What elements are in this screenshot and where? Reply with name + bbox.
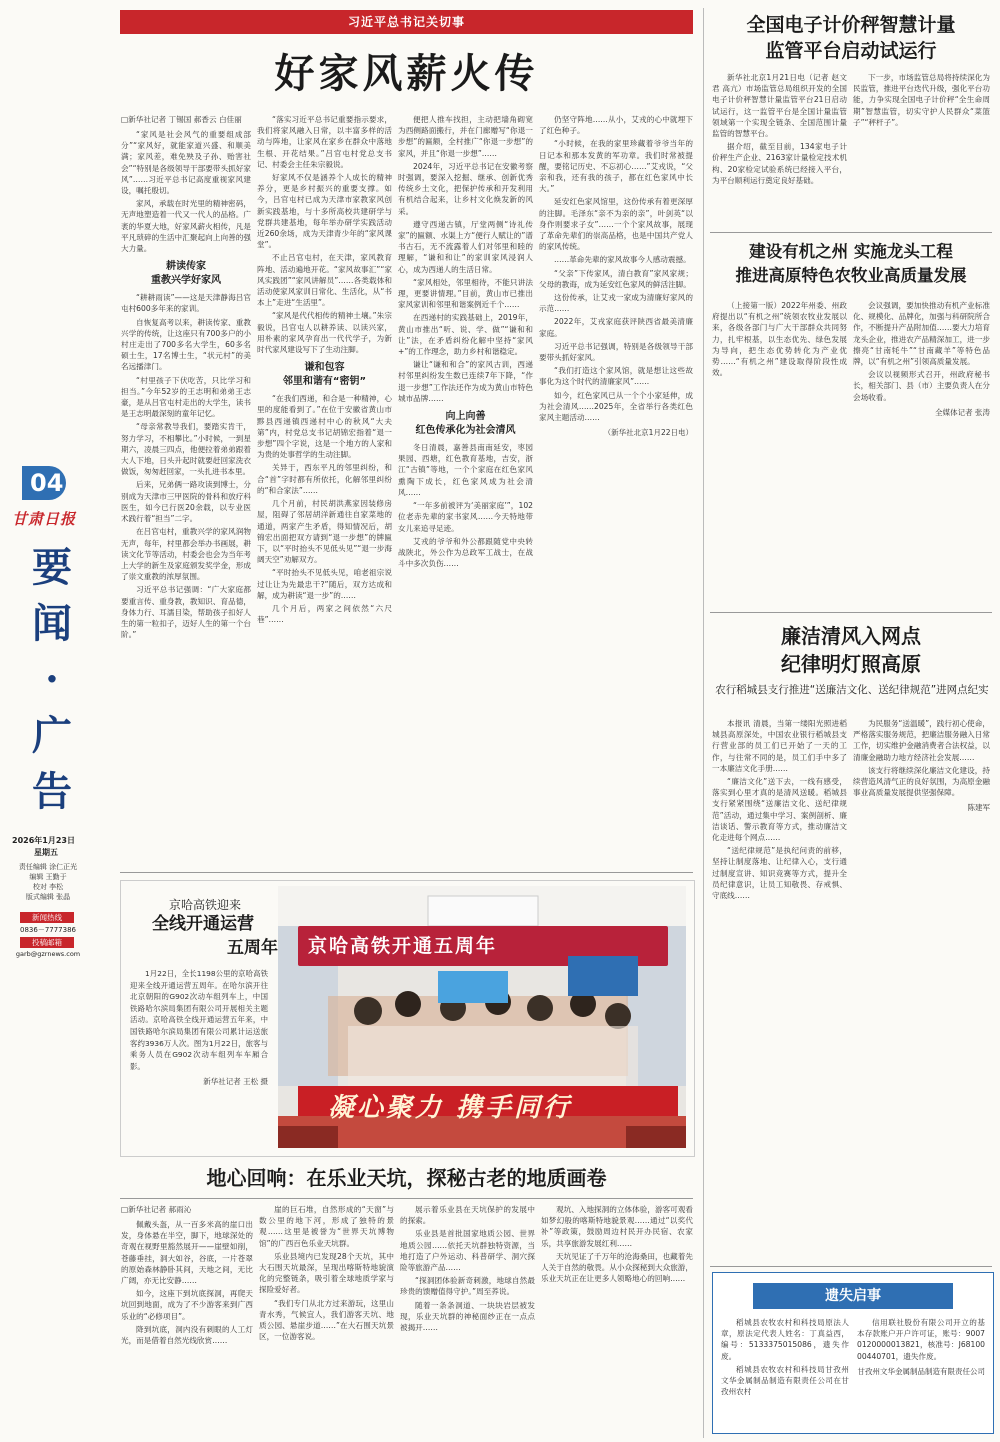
divider	[710, 232, 992, 233]
paragraph: 自恢复高考以来，耕读传家、重教兴学的传统，让这座只有700多户的小村庄走出了700多名大学生，60多名硕士生，17名博士生，“状元村”的美名远播津门。	[121, 317, 251, 372]
paragraph: 习近平总书记强调：“广大家庭都要重言传、重身教，教知识、育品德，身体力行、耳濡目染，帮助孩子扣好人生的第一粒扣子，迈好人生的第一个台阶。”	[121, 585, 251, 640]
article3-credit: 全媒体记者 张涛	[935, 407, 990, 417]
paragraph: 关异于，西东平凡的邻里纠纷，和合“首”字时都有所依托，化解邻里纠纷的“和合家法”……	[257, 463, 392, 495]
paragraph: “家风是社会风气的重要组成部分”“家风好，就能家道兴盛、和顺美满；家风差，难免殃及子孙、贻害社会”“特别是各级领导干部要带头抓好家风”……习近平总书记高度重视家风建设，嘱托殷切。	[121, 130, 251, 196]
article6-col3	[400, 1204, 535, 1436]
divider	[120, 872, 693, 873]
paragraph: “送纪律规范”是执纪问责的前移，坚持让制度落地、让纪律入心，支行通过制度宣讲、知识竞赛等方式，提升全员纪律意识，让员工知敬畏、存戒惧、守底线……	[712, 846, 847, 901]
paragraph: “廉洁文化”送下去，一线有感受，落实到心里才真的是清风送暖。稻城县支行紧紧围绕“送廉洁文化、送纪律规范”活动，通过集中学习、案例剖析、廉洁谈话、警示教育等方式，推动廉洁文化走进每个网点……	[712, 777, 847, 843]
editor-line: 编辑 王勤于	[29, 873, 67, 881]
notice-text: 稻城县农牧农村和科技局原法人章，原法定代表人姓名：丁真益西，编号：5133375015086，遗失作废。	[721, 1318, 849, 1361]
paragraph: 便把人推车找担，主动把墙角砌宽为西侧路面搬行，并在门廊赠写“你退一步想”的匾额，全村推广“你退一步想”的家风，并且“你退一步想”……	[398, 115, 533, 158]
paragraph: “落实习近平总书记重要指示要求，我们将家风融入日常，以丰富多样的活动与阵地，让家风在家乡在群众中落地生根、开花结果。”吕官屯村党总支书记、村委会主任朱宗毅说。	[257, 115, 392, 169]
paragraph: 家风，承载在时光里的精神密码，无声地塑造着一代又一代人的品格。广袤的华夏大地，好家风薪火相传，凡是平凡琐碎的生活中汇聚起向上向善的强大力量。	[121, 199, 251, 254]
paragraph: 遵守西递古镇，厅堂两侧“诗礼传家”的匾额、水渠上方“便行人赋让的”谱书古石，无不流露着人们对邻里和睦的理解，“谦和和让”的家训家风浸润人心，成为西递人的生活日常。	[398, 219, 533, 274]
paragraph: 2024年，习近平总书记在安徽考察时强调，要深入挖掘、继承、创新优秀传统乡土文化，把保护传承和开发利用有机结合起来，让乡村文化焕发新的风采。	[398, 161, 533, 216]
section-title	[22, 540, 82, 820]
email-label: 投稿邮箱	[20, 937, 74, 948]
train-photo	[278, 886, 686, 1148]
paragraph: 艾戎的爷爷和外公都跟随党中央转战陕北，外公作为总政军工战士，在战斗中多次负伤……	[398, 536, 533, 569]
article1-byline: □新华社记者 丁锡国 郝香云 白佳丽	[121, 115, 242, 124]
notice-text: 信用联社股份有限公司开立的基本存款账户开户许可证，账号：90070120000013821，核准号：J6810000440701，遗失作废。	[857, 1318, 985, 1361]
paragraph: “在我们西递，和合是一种精神，心里的度能看到了。”在位于安徽省黄山市黟县西递镇西递村中心的秋风“大夫第”内，村党总支书记胡锦宏指着“退一步想”四个字说，这是一个地方的人家和为贵的处事哲学的生动注脚。	[257, 394, 392, 460]
sidebar	[0, 0, 92, 1442]
notice-col1	[721, 1317, 849, 1427]
editor-credits	[12, 862, 84, 902]
paragraph: “小时候，在我的家里珍藏着爷爷当年的日记本和那本发黄的军功章。我们时常被提醒，要铭记历史、不忘初心……”艾戎说，“父亲和我，还有我的孩子，都在红色家风中长大。”	[539, 139, 693, 194]
divider	[120, 1198, 693, 1199]
paragraph: 在吕官屯村，重教兴学的家风润物无声，每年，村里都会举办书画展，耕读文化节等活动，村委会也会为当年考上大学的新生及家庭颁发奖学金，形成了崇文重教的浓厚氛围。	[121, 527, 251, 582]
paragraph: 展示着乐业县在天坑保护的发展中的探索。	[400, 1205, 535, 1226]
notice-col2	[857, 1317, 985, 1427]
subheading-line: 谦和包容	[304, 362, 345, 374]
paragraph: 习近平总书记强调，特别是各级领导干部要带头抓好家风。	[539, 341, 693, 363]
article4-subtitle: 农行稻城县支行推进“送廉洁文化、送纪律规范”进网点纪实	[715, 684, 989, 696]
subheading	[398, 410, 533, 438]
headline-line: 推进高原特色农牧业高质量发展	[735, 266, 967, 285]
paragraph: 新华社北京1月21日电（记者 赵文君 高亢）市场监管总局组织开发的全国电子计价秤智慧计量监管平台21日启动试运行，这一监管平台是全国计量监管领域第一个实现全链条、全国范围计量监管的智慧平台。	[712, 73, 847, 139]
article4-body-left	[712, 718, 847, 1258]
paragraph: “一年多前被评为‘美丽家庭’”，102位老赤先辈的家书家风……今天特地带女儿来追寻足迹。	[398, 501, 533, 533]
paragraph: （上接第一版）2022年州委、州政府提出以“有机之州”统领农牧业发展以来，各级各部门与广大干部群众共同努力，扎牢根基，以生态优先、绿色发展为导向，把生态优势转化为产业优势……“有机之州”建设取得阶段性成效。	[712, 301, 847, 378]
paragraph: “家风相处，邻里相待，不能只讲法理，更要讲情理。”目前，黄山市已推出家风家训和邻里和谐案例近千个……	[398, 277, 533, 310]
editor-line: 责任编辑 涂仁正光	[18, 863, 78, 871]
headline-line: 建设有机之州 实施龙头工程	[749, 242, 953, 261]
subheading	[257, 361, 392, 389]
article1-col4	[539, 114, 693, 869]
feature-banner	[120, 10, 693, 34]
article6-byline: □新华社记者 郝雨沁	[121, 1205, 192, 1214]
paragraph: 天坑见证了千万年的沧海桑田，也藏着先人关于自然的敬畏。从小众探秘到大众旅游，乐业天坑正在让更多人领略地心的回响……	[541, 1251, 693, 1284]
paragraph: ……革命先辈的家风故事今人感动震撼。	[554, 255, 691, 265]
paragraph: 如今，红色家风已从一个个小家延伸，成为社会清风……2025年，全省举行各类红色家风主题活动……	[539, 390, 693, 423]
issue-date: 2026年1月23日	[12, 836, 75, 845]
page-number: 04	[30, 469, 64, 497]
paragraph: “我们打造这个家风馆，就是想让这些故事化为这个时代的清廉家风”……	[539, 366, 693, 387]
paragraph: 几个月前，村民胡洪燕家因装修房屋，阻碍了邻居胡洋新通往自家菜地的通道，两家产生矛盾，得知情况后，胡锦宏出面把双方请到“退一步想”的牌匾下，以“平时抬头不见低头见”“退一步海阔天空”劝解双方。	[257, 499, 392, 565]
article1-col3	[398, 114, 533, 869]
photo-story-headline	[128, 912, 278, 960]
section-char: ·	[45, 656, 59, 703]
hotline-label: 新闻热线	[20, 912, 74, 923]
paragraph: 这份传承，让艾戎一家成为清廉好家风的示范……	[539, 293, 693, 314]
paragraph: 为民服务“送温暖”，践行初心使命，严格落实服务规范，把廉洁服务融入日常工作，切实维护金融消费者合法权益，以清廉金融助力地方经济社会发展……	[853, 719, 990, 762]
editor-line: 校对 李松	[32, 883, 64, 891]
paragraph: 乐业县是首批国家地质公园、世界地质公园……依托天坑群独特资源，当地打造了户外运动、科普研学、洞穴探险等旅游产品……	[400, 1229, 535, 1273]
paragraph: 不止吕官屯村，在天津，家风教育阵地、活动遍地开花。“家风故事汇”“家风实践团”“家风讲解员”……各类载体和活动使家风家训日常化、生活化，从“书本上”走进“生活里”。	[257, 253, 392, 308]
subheading-line: 邻里和谐有“密钥”	[282, 376, 367, 388]
headline-line: 纪律明灯照高原	[781, 652, 921, 676]
paragraph: 延安红色家风馆里，这份传承有着更深厚的注脚。毛泽东“亲不为亲的亲”，叶剑英“以身作则要求子女”……一个个家风故事，展现了革命先辈们的崇高品格，也是中国共产党人的家风传统。	[539, 197, 693, 252]
paragraph: 该支行将继续深化廉洁文化建设，持续营造风清气正的良好氛围，为高原金融事业高质量发展提供坚强保障。	[853, 765, 990, 798]
article3-headline	[706, 240, 996, 288]
section-char: 广	[32, 712, 72, 759]
notice-box	[712, 1272, 994, 1434]
paragraph: 后来，兄弟俩一路攻读到博士，分别成为天津市三甲医院的骨科和放疗科医生，如今已行医20余载，以专业医术践行着“担当”二字。	[121, 480, 251, 524]
section-char: 告	[32, 768, 72, 815]
paragraph: 冬日清晨，嘉善县南南延安，枣园果园、西塘，红色教育基地，吉安，浙江“古镇”等地，一个个家庭在红色家风熏陶下成长，红色家风成为社会清风……	[398, 443, 533, 497]
paragraph: 会议强调，要加快推动有机产业标准化、规模化、品牌化，加强与科研院所合作，不断提升产品附加值……要大力培育龙头企业，推进农产品精深加工，进一步擦亮“甘南牦牛”“甘南藏羊”等特色品牌，以“有机之州”引领高质量发展。	[853, 301, 990, 367]
article6-col1	[121, 1204, 253, 1436]
paragraph: “父亲”下传家风，清白教育”家风家规；父母的教诲，成为延安红色家风的鲜活注脚。	[539, 268, 693, 289]
article2-body-left	[712, 72, 847, 227]
article1-col2	[257, 114, 392, 869]
subheading-line: 红色传承化为社会清风	[415, 425, 516, 437]
divider	[710, 612, 992, 613]
article6-col4	[541, 1204, 693, 1436]
paragraph: “耕耕雨读”——这是天津静海吕官屯村600多年来的家训。	[121, 293, 251, 314]
paragraph: 崖的巨石堆，自然形成的“天窗”与数公里的地下河，形成了独特的景观……这里是被誉为“世界天坑博物馆”的广西百色乐业天坑群。	[259, 1205, 394, 1248]
photo-story-caption	[130, 968, 268, 1148]
section-char: 闻	[32, 600, 72, 647]
photo-slogan-text: 凝心聚力 携手同行	[328, 1093, 573, 1123]
headline-line: 廉洁清风入网点	[781, 624, 921, 648]
photo-credit: 新华社记者 王松 摄	[203, 1077, 268, 1087]
paragraph: “平时抬头不见低头见，咱老祖宗说过让让为先最忠干?”随后，双方达成和解，成为耕读“退一步”的……	[257, 568, 392, 600]
paragraph: 仍坚守阵地……从小，艾戎的心中就埋下了红色种子。	[539, 115, 693, 136]
headline-line: 监管平台启动试运行	[765, 40, 937, 62]
photo-banner-text: 京哈高铁开通五周年	[308, 935, 498, 957]
headline-line: 五周年	[227, 938, 278, 958]
caption-text: 1月22日，全长1198公里的京哈高铁迎来全线开通运营五周年。在哈尔滨开往北京朝阳的G902次动车组列车上，中国铁路哈尔滨局集团有限公司开展相关主题活动。京哈高铁全线开通运营五年来，中国铁路哈尔滨局集团有限公司累计运送旅客约3936万人次。图为1月22日，旅客与乘务人员在G902次动车组列车车厢合影。	[130, 969, 268, 1071]
paragraph: “家风是代代相传的精神土壤。”朱宗毅说，吕官屯人以耕养读、以读兴家，用朴素的家风孕育出一代代学子，为新时代家风建设写下了生动注脚。	[257, 311, 392, 355]
paragraph: 如今，这座下到坑底探洞，再爬天坑回到地面，成为了不少游客来到广西乐业的“必修项目”。	[121, 1289, 253, 1321]
notice-title-bar	[713, 1283, 993, 1309]
article4-body-right	[853, 718, 990, 1258]
article4-credit: 陈建军	[967, 803, 990, 813]
headline-line: 全线开通运营	[152, 914, 254, 934]
notice-signature: 甘孜州文华金属制品制造有限责任公司	[857, 1366, 985, 1376]
paragraph: 在西递村的实践基础上，2019年，黄山市推出“听、说、学、做”“谦和和让”法，在矛盾纠纷化解中坚持“家风+”的工作理念，助力乡村和谐稳定。	[398, 313, 533, 357]
issue-weekday: 星期五	[34, 848, 58, 857]
article2-headline	[710, 12, 992, 64]
email-address: garb@gzrnews.com	[15, 950, 81, 958]
subheading-line: 耕读传家	[166, 261, 206, 273]
hotline-phone: 0836－7777386	[20, 926, 76, 934]
paragraph: 好家风不仅是涵养个人成长的精神养分，更是乡村振兴的重要支撑。如今，吕官屯村已成为天津市家教家风创新实践基地，与十多所高校共建研学与党群共建基地，每年举办研学实践活动近260余场，成为天津青少年的“家风课堂”。	[257, 173, 392, 250]
paragraph: “探洞团体验新奇刺激，地球自然最珍贵的馈赠值得守护。”周至荞说。	[400, 1276, 535, 1297]
article6-col2	[259, 1204, 394, 1436]
paragraph: 2022年，艾戎家庭获评陕西省最美清廉家庭。	[539, 317, 693, 338]
article1-credit: （新华社北京1月22日电）	[603, 428, 693, 438]
paragraph: 佩戴头盔，从一百多米高的崖口出发，身体悬在半空，脚下，地球深处的奇观在视野里豁然展开——崖壁如削，苍藤垂挂，洞大如谷，谷底，一片苍翠的原始森林静卧其间，天地之间，无比广阔，亦无比安静……	[121, 1220, 253, 1286]
paragraph: 谦让“谦和和合”的家风古训，西递村邻里纠纷发生数已连续7年下降，“作退一步想”工作法还作为成为黄山市特色城市品牌……	[398, 360, 533, 403]
subheading-line: 重教兴学好家风	[151, 275, 221, 287]
paragraph: “村里孩子下伏吃苦，只比学习和担当。”今年52岁的王志明和弟弟王志豪，是从吕官屯村走出的大学生，读书是王志明最深刻的童年记忆。	[121, 375, 251, 419]
paragraph: 乐业县境内已发现28个天坑，其中大石围天坑最深，呈现出喀斯特地貌演化的完整链条，吸引着全球地质学家与探险爱好者。	[259, 1251, 394, 1295]
section-char: 要	[32, 544, 72, 591]
paragraph: “母亲常教导我们，要踏实肯干，努力学习，不相攀比。”小时候，一到星期六，凌晨三四点，他便拉着弟弟跟着大人下地，日头升起时就要赶回家洗衣做饭，匆匆赶回家，一头扎进书本里。	[121, 422, 251, 477]
paragraph: 几个月后，两家之间依然“六尺巷”……	[257, 603, 392, 625]
feature-label: 习近平总书记关切事	[347, 15, 465, 29]
notice-title: 遗失启事	[825, 1288, 881, 1304]
editor-line: 版式编辑 张晶	[25, 893, 71, 901]
notice-text: 稻城县农牧农村和科技局甘孜州文华金属制品制造有限责任公司在甘孜州农村	[721, 1364, 849, 1397]
paragraph: 据介绍，截至目前，134家电子计价秤生产企业、2163家计量检定技术机构、20家检定试验系统已经接入平台，为平台顺利运行奠定良好基础。	[712, 142, 847, 185]
paragraph: 观坑、入地探洞的立体体验，游客可观看如梦幻般的喀斯特地貌景观……通过“以奖代补”等政策，鼓励周边村民开办民宿、农家乐，共享旅游发展红利……	[541, 1205, 693, 1248]
article3-body-right	[853, 300, 990, 600]
paper-name-logo: 甘肃日报	[12, 510, 77, 528]
feature-headline: 好家风薪火传	[274, 50, 539, 97]
subheading-line: 向上向善	[445, 411, 486, 423]
article2-body-right	[853, 72, 990, 227]
headline-line: 全国电子计价秤智慧计量	[746, 14, 956, 36]
paragraph: “我们专门从北方过来游玩，这里山青水秀，气候宜人，我们游客天坑、地质公园、悬崖步道……”在大石围天坑景区，一位游客说。	[259, 1298, 394, 1342]
article3-body-left	[712, 300, 847, 600]
article1-col1	[121, 114, 251, 869]
divider	[703, 8, 704, 1438]
paragraph: 随着一条条洞道、一块块岩层被发现，乐业天坑群的神秘面纱正在一点点被揭开……	[400, 1300, 535, 1333]
paragraph: 会议以视频形式召开，州政府秘书长，相关部门、县（市）主要负责人在分会场收看。	[853, 370, 990, 402]
divider	[710, 1266, 992, 1267]
subheading	[121, 260, 251, 288]
paragraph: 下一步，市场监管总局将持续深化为民监管，推进平台迭代升级，强化平台功能，力争实现全国电子计价秤“全生命周期”智慧监管，切实守护人民群众“菜篮子”“秤杆子”。	[853, 73, 990, 127]
paragraph: 本报讯 清晨，当第一缕阳光照进稻城县高原深处，中国农业银行稻城县支行营业部的员工们已开始了一天的工作，与往常不同的是，员工们手中多了一本廉洁文化手册……	[712, 719, 847, 773]
photo-story-label: 京哈高铁迎来	[168, 898, 241, 912]
article4-headline	[706, 622, 996, 678]
paragraph: 降到坑底，洞内没有刺眼的人工灯光，而是借着自然光线欣赏……	[121, 1324, 253, 1346]
article6-headline: 地心回响：在乐业天坑，探秘古老的地质画卷	[206, 1166, 607, 1190]
